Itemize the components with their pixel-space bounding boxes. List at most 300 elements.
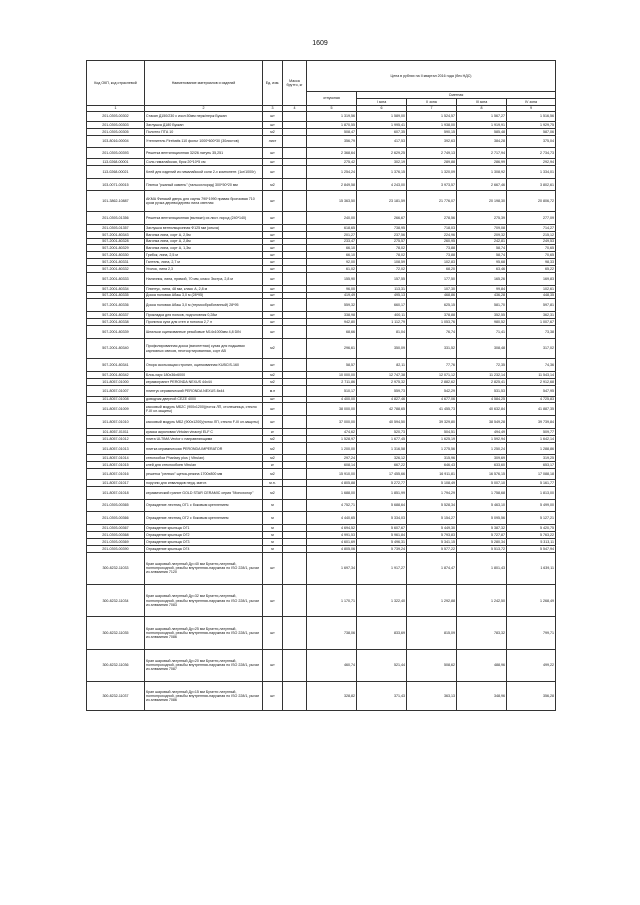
cell-zone-2-price: 1 292,88 — [407, 585, 457, 617]
cell-zone-4-price: 1 334,01 — [507, 165, 556, 178]
table-row — [87, 385, 556, 396]
cell-zone-4-price: 317,02 — [507, 338, 556, 359]
cell-mass — [283, 455, 307, 462]
cell-unit: шт — [263, 292, 283, 299]
cell-mass — [283, 538, 307, 545]
table-row — [87, 435, 556, 442]
cell-zone-3-price: 71,41 — [457, 325, 507, 338]
cell-zone-4-price: 799,71 — [507, 617, 556, 649]
cell-release-price: 2 849,58 — [307, 178, 357, 191]
cell-zone-4-price: 102,61 — [507, 285, 556, 292]
table-row — [87, 231, 556, 238]
header-code: Код ОКП, код отраслевой — [87, 61, 145, 106]
cell-zone-4-price: 5 161,77 — [507, 480, 556, 487]
cell-mass — [283, 525, 307, 532]
cell-zone-2-price: 1 794,29 — [407, 486, 457, 499]
cell-name: Ограждение лестниц ОГ1 с боковым креплением — [145, 499, 263, 512]
col-number: 2 — [145, 106, 263, 112]
cell-zone-3-price: 20 198,30 — [457, 191, 507, 212]
cell-zone-1-price: 1 851,99 — [357, 486, 407, 499]
cell-code: 201-0393-00302 — [87, 112, 145, 122]
cell-release-price: 61,02 — [307, 266, 357, 273]
cell-release-price: 4 991,53 — [307, 532, 357, 539]
cell-mass — [283, 292, 307, 299]
cell-code: 201-0393-01357 — [87, 224, 145, 231]
cell-code: 201-0393-00369 — [87, 538, 145, 545]
cell-zone-1-price: 326,12 — [357, 455, 407, 462]
cell-zone-3-price: 5 280,34 — [457, 538, 507, 545]
table-row — [87, 285, 556, 292]
cell-zone-3-price: 4 584,25 — [457, 396, 507, 403]
cell-release-price: 66,10 — [307, 245, 357, 252]
cell-name: доводчик дверной CEZE 4000 — [145, 396, 263, 403]
cell-zone-2-price: 718,03 — [407, 224, 457, 231]
cell-zone-4-price: 70,65 — [507, 245, 556, 252]
cell-zone-4-price: 5 313,11 — [507, 538, 556, 545]
cell-release-price: 4 601,69 — [307, 538, 357, 545]
cell-zone-1-price: 4 827,46 — [357, 396, 407, 403]
table-row — [87, 212, 556, 225]
table-row — [87, 272, 556, 285]
cell-release-price: 155,90 — [307, 272, 357, 285]
cell-name: Кран шаровый латунный Ду=40 мм Бугатти,латунный, полнопроходной, резьбы внутренняя-наружная по ISO 228/1, рычаг из алюминия 7120 — [145, 552, 263, 584]
cell-name: Заглушка вентиляционная Ф125 мм (ольха) — [145, 224, 263, 231]
cell-zone-4-price: 1 516,56 — [507, 112, 556, 122]
cell-release-price: 2 368,64 — [307, 148, 357, 159]
cell-mass — [283, 135, 307, 148]
cell-unit: лист — [263, 135, 283, 148]
cell-mass — [283, 585, 307, 617]
cell-zone-3-price: 5 095,56 — [457, 512, 507, 525]
cell-zone-3-price: 38 549,28 — [457, 416, 507, 429]
cell-name: клей для стеклообоев Vitrulan — [145, 462, 263, 469]
cell-zone-4-price: 169,83 — [507, 272, 556, 285]
cell-zone-4-price: 17 088,18 — [507, 469, 556, 480]
cell-mass — [283, 442, 307, 455]
cell-unit: м.п. — [263, 480, 283, 487]
cell-zone-2-price: 4 677,06 — [407, 396, 457, 403]
header-zone-4: IV зона — [507, 99, 556, 106]
cell-zone-4-price: 292,94 — [507, 159, 556, 166]
cell-release-price: 460,74 — [307, 649, 357, 681]
cell-zone-1-price: 72,02 — [357, 266, 407, 273]
cell-mass — [283, 338, 307, 359]
cell-zone-1-price: 78,02 — [357, 252, 407, 259]
cell-code: 101-8057-01010 — [87, 416, 145, 429]
cell-release-price: 297,24 — [307, 455, 357, 462]
cell-unit: шт — [263, 649, 283, 681]
cell-zone-2-price: 5 528,34 — [407, 499, 457, 512]
cell-release-price: 1 870,55 — [307, 121, 357, 128]
cell-release-price: 4 440,65 — [307, 512, 357, 525]
cell-code: 101-8057-01009 — [87, 403, 145, 416]
cell-zone-1-price: 17 455,66 — [357, 469, 407, 480]
cell-zone-4-price: 356,28 — [507, 682, 556, 710]
cell-name: решетка "релюкс" щетка-резина 1700х800 мм — [145, 469, 263, 480]
table-row — [87, 292, 556, 299]
cell-zone-2-price: 2 749,13 — [407, 148, 457, 159]
cell-release-price: 510,17 — [307, 385, 357, 396]
cell-unit: шт — [263, 252, 283, 259]
cell-zone-2-price: 625,15 — [407, 299, 457, 312]
cell-name: Ограждение лестниц ОГ2 с боковым креплением — [145, 512, 263, 525]
cell-zone-3-price: 275,39 — [457, 212, 507, 225]
cell-zone-2-price: 646,43 — [407, 462, 457, 469]
cell-unit: м.п — [263, 385, 283, 396]
table-row — [87, 545, 556, 552]
cell-zone-4-price: 1 288,86 — [507, 442, 556, 455]
cell-mass — [283, 259, 307, 266]
cell-code: 101-8057-01008 — [87, 396, 145, 403]
cell-zone-2-price: 12 071,12 — [407, 372, 457, 379]
cell-zone-1-price: 738,95 — [357, 224, 407, 231]
cell-unit: м — [263, 525, 283, 532]
cell-zone-3-price: 5 513,72 — [457, 545, 507, 552]
cell-code: 507-2001-80338 — [87, 319, 145, 326]
cell-release-price: 4 805,06 — [307, 545, 357, 552]
cell-release-price: 474,62 — [307, 428, 357, 435]
cell-name: Галтель, липа, 2,7 м — [145, 259, 263, 266]
cell-unit: м2 — [263, 486, 283, 499]
cell-zone-3-price: 5 387,32 — [457, 525, 507, 532]
table-row — [87, 259, 556, 266]
cell-name: Клей для изделий из гималайской соли 2-х компонент. (1кг/1000г) — [145, 165, 263, 178]
cell-name: Заглушка Д180 Буккан — [145, 121, 263, 128]
cell-zone-1-price: 40 594,50 — [357, 416, 407, 429]
cell-code: 507-2001-80343 — [87, 231, 145, 238]
header-unit: Ед. изм. — [263, 61, 283, 106]
cell-unit: м2 — [263, 338, 283, 359]
cell-zone-4-price: 587,06 — [507, 128, 556, 135]
cell-release-price: 4 400,00 — [307, 396, 357, 403]
cell-zone-1-price: 108,59 — [357, 259, 407, 266]
cell-release-price: 4 694,52 — [307, 525, 357, 532]
cell-unit: шт — [263, 121, 283, 128]
cell-zone-4-price: 362,31 — [507, 312, 556, 319]
cell-name: Ограждение крыльца ОГ4 — [145, 545, 263, 552]
cell-unit: кг — [263, 428, 283, 435]
table-row — [87, 525, 556, 532]
cell-mass — [283, 178, 307, 191]
cell-zone-3-price: 5 007,10 — [457, 480, 507, 487]
cell-unit: шт — [263, 224, 283, 231]
cell-code: 201-0393-01356 — [87, 212, 145, 225]
table-row — [87, 396, 556, 403]
cell-unit: м — [263, 532, 283, 539]
cell-unit: шт — [263, 319, 283, 326]
cell-zone-4-price: 1 929,75 — [507, 121, 556, 128]
cell-name: Соль гималайская, брок 20*10*5 см — [145, 159, 263, 166]
cell-name: Плитка "ржаный камень" (талькохлорид) 300*50*20 мм — [145, 178, 263, 191]
cell-zone-3-price: 95,68 — [457, 259, 507, 266]
header-zone-2: II зона — [407, 99, 457, 106]
cell-zone-3-price: 308,48 — [457, 338, 507, 359]
table-row — [87, 469, 556, 480]
cell-code: 101-8057-01016 — [87, 469, 145, 480]
cell-name: кассовый модуль МБ2 (900х1200)(поток ЛП, стекло F-III кл.защиты) — [145, 416, 263, 429]
cell-name: AKMA Финский дверь для сауны 790*1990 правая бронзовая 710 кром ручка дерево/дерево пила светлая — [145, 191, 263, 212]
cell-zone-4-price: 2 912,68 — [507, 378, 556, 385]
cell-code: 101-8057-01018 — [87, 486, 145, 499]
cell-zone-2-price: 504,51 — [407, 428, 457, 435]
table-row — [87, 538, 556, 545]
cell-release-price: 15 363,50 — [307, 191, 357, 212]
cell-zone-1-price: 275,57 — [357, 238, 407, 245]
cell-mass — [283, 121, 307, 128]
col-number: 6 — [357, 106, 407, 112]
cell-zone-2-price: 278,56 — [407, 212, 457, 225]
cell-release-price: 92,00 — [307, 259, 357, 266]
cell-release-price: 66,10 — [307, 252, 357, 259]
cell-unit: шт — [263, 552, 283, 584]
cell-unit: кг — [263, 462, 283, 469]
cell-zone-2-price: 5 577,22 — [407, 545, 457, 552]
cell-zone-1-price: 157,55 — [357, 272, 407, 285]
cell-name: краска акриловая Virtulan vinacryl ELF C — [145, 428, 263, 435]
cell-zone-2-price: 315,96 — [407, 455, 457, 462]
table-body — [87, 112, 556, 711]
table-row — [87, 416, 556, 429]
cell-zone-4-price: 1 007,67 — [507, 319, 556, 326]
cell-zone-4-price: 215,12 — [507, 231, 556, 238]
col-number: 9 — [507, 106, 556, 112]
cell-zone-2-price: 331,52 — [407, 338, 457, 359]
cell-unit: шт — [263, 359, 283, 372]
cell-zone-1-price: 237,56 — [357, 231, 407, 238]
cell-name: Наличник, липа, прямой, 70 мм, класс Экстра, 2,8 м — [145, 272, 263, 285]
cell-zone-1-price: 302,19 — [357, 159, 407, 166]
cell-zone-1-price: 1 677,45 — [357, 435, 407, 442]
cell-zone-2-price: 76,74 — [407, 325, 457, 338]
table-row — [87, 238, 556, 245]
cell-zone-4-price: 41 887,35 — [507, 403, 556, 416]
cell-name: Кран шаровый латунный Ду=20 мм Бугатти,латунный, полнопроходной, резьбы внутренняя-наружная по ISO 228/1, рычаг из алюминия 7087 — [145, 649, 263, 681]
cell-zone-1-price: 5 961,84 — [357, 532, 407, 539]
cell-name: Вагонка липа, сорт А, 2,8м — [145, 238, 263, 245]
cell-zone-2-price: 73,88 — [407, 245, 457, 252]
cell-zone-1-price: 5 334,03 — [357, 512, 407, 525]
cell-mass — [283, 552, 307, 584]
cell-unit: шт — [263, 191, 283, 212]
cell-unit: м2 — [263, 178, 283, 191]
cell-unit: м — [263, 512, 283, 525]
table-row — [87, 649, 556, 681]
cell-name: Уголок, липа 2,3 — [145, 266, 263, 273]
cell-release-price: 942,80 — [307, 319, 357, 326]
cell-name: Прокладка для полков, подголовник 0,28м — [145, 312, 263, 319]
table-row — [87, 165, 556, 178]
cell-code: 201-0393-00367 — [87, 525, 145, 532]
cell-code: 201-0393-00368 — [87, 532, 145, 539]
cell-unit: шт — [263, 416, 283, 429]
cell-code: 101-8057-01014 — [87, 455, 145, 462]
cell-zone-1-price: 1 112,79 — [357, 319, 407, 326]
cell-zone-1-price: 417,53 — [357, 135, 407, 148]
cell-code: 113-0268-00021 — [87, 165, 145, 178]
col-number: 3 — [263, 106, 283, 112]
cell-unit: шт — [263, 245, 283, 252]
cell-zone-2-price: 39 329,80 — [407, 416, 457, 429]
cell-name: плитка керамическая PERONDA IMPERATOR — [145, 442, 263, 455]
col-number: 7 — [407, 106, 457, 112]
table-row — [87, 178, 556, 191]
cell-unit: шт — [263, 585, 283, 617]
cell-release-price: 10 000,00 — [307, 372, 357, 379]
table-row — [87, 148, 556, 159]
cell-unit: шт — [263, 238, 283, 245]
cell-unit: шт — [263, 231, 283, 238]
cell-zone-4-price: 319,25 — [507, 455, 556, 462]
cell-unit: м — [263, 499, 283, 512]
cell-code: 113-0268-00001 — [87, 159, 145, 166]
cell-unit: шт — [263, 266, 283, 273]
cell-release-price: 1 254,24 — [307, 165, 357, 178]
header-estimate-price: Сметная — [357, 92, 556, 99]
table-row — [87, 462, 556, 469]
cell-mass — [283, 224, 307, 231]
cell-zone-1-price: 371,43 — [357, 682, 407, 710]
table-row — [87, 191, 556, 212]
cell-unit: м2 — [263, 128, 283, 135]
cell-mass — [283, 266, 307, 273]
cell-release-price: 96,00 — [307, 285, 357, 292]
cell-mass — [283, 245, 307, 252]
cell-unit: шт — [263, 165, 283, 178]
cell-zone-4-price: 249,53 — [507, 238, 556, 245]
cell-code: 101-8057-01011 — [87, 428, 145, 435]
cell-zone-2-price: 815,09 — [407, 617, 457, 649]
cell-unit: шт — [263, 285, 283, 292]
cell-unit: шт — [263, 272, 283, 285]
cell-zone-3-price: 436,28 — [457, 292, 507, 299]
cell-zone-2-price: 1 524,57 — [407, 112, 457, 122]
cell-name: Пропитка сухи для стен и потолка 2,7 л — [145, 319, 263, 326]
cell-zone-3-price: 783,32 — [457, 617, 507, 649]
cell-zone-1-price: 400,11 — [357, 312, 407, 319]
table-row — [87, 299, 556, 312]
cell-unit: м2 — [263, 442, 283, 455]
cell-unit: шт — [263, 212, 283, 225]
cell-zone-3-price: 40 632,84 — [457, 403, 507, 416]
cell-unit: шт — [263, 112, 283, 122]
cell-unit: шт — [263, 312, 283, 319]
cell-zone-3-price: 58,74 — [457, 245, 507, 252]
cell-zone-1-price: 1 917,27 — [357, 552, 407, 584]
cell-code: 101-8057-01012 — [87, 435, 145, 442]
cell-zone-1-price: 660,17 — [357, 299, 407, 312]
cell-unit: м2 — [263, 378, 283, 385]
cell-zone-3-price: 488,96 — [457, 649, 507, 681]
col-number: 4 — [283, 106, 307, 112]
cell-zone-2-price: 508,62 — [407, 649, 457, 681]
cell-zone-1-price: 520,73 — [357, 428, 407, 435]
cell-zone-3-price: 348,96 — [457, 682, 507, 710]
cell-zone-3-price: 980,52 — [457, 319, 507, 326]
cell-name: Кран шаровый латунный Ду=25 мм Бугатти,латунный, полнопроходной, резьбы внутренняя-наружная по ISO 228/1, рычаг из алюминия 7086 — [145, 617, 263, 649]
cell-zone-1-price: 1 316,58 — [357, 442, 407, 455]
cell-mass — [283, 165, 307, 178]
cell-code: 507-2001-80330 — [87, 252, 145, 259]
cell-zone-3-price: 5 463,10 — [457, 499, 507, 512]
cell-mass — [283, 299, 307, 312]
table-row — [87, 552, 556, 584]
cell-unit: м2 — [263, 435, 283, 442]
cell-zone-1-price: 4 243,00 — [357, 178, 407, 191]
cell-zone-1-price: 2 975,32 — [357, 378, 407, 385]
cell-mass — [283, 319, 307, 326]
table-row — [87, 617, 556, 649]
cell-zone-2-price: 224,96 — [407, 231, 457, 238]
header-zone-3: III зона — [457, 99, 507, 106]
cell-zone-3-price: 209,32 — [457, 231, 507, 238]
cell-zone-1-price: 82,11 — [357, 359, 407, 372]
cell-zone-1-price: 5 272,77 — [357, 480, 407, 487]
cell-zone-3-price: 1 242,50 — [457, 585, 507, 617]
cell-zone-4-price: 5 499,00 — [507, 499, 556, 512]
cell-name: кассовый модуль МБ2С (900х1200)(поток ЛП, столешница, стекло F-III кл.защиты) — [145, 403, 263, 416]
cell-mass — [283, 486, 307, 499]
table-row — [87, 325, 556, 338]
cell-unit: м2 — [263, 469, 283, 480]
cell-release-price: 58,57 — [307, 359, 357, 372]
cell-release-price: 1 200,00 — [307, 442, 357, 455]
cell-zone-1-price: 495,13 — [357, 292, 407, 299]
cell-zone-3-price: 531,53 — [457, 385, 507, 396]
cell-code: 507-2001-80329 — [87, 245, 145, 252]
cell-zone-4-price: 3 802,61 — [507, 178, 556, 191]
cell-code: 201-0393-00393 — [87, 148, 145, 159]
cell-zone-4-price: 1 268,49 — [507, 585, 556, 617]
cell-mass — [283, 396, 307, 403]
table-row — [87, 455, 556, 462]
cell-mass — [283, 285, 307, 292]
cell-code: 507-2001-80328 — [87, 238, 145, 245]
cell-name: поручни для инвалидов нерд. матот. — [145, 480, 263, 487]
cell-code: 300-8232-11037 — [87, 682, 145, 710]
cell-zone-3-price: 99,84 — [457, 285, 507, 292]
table-row — [87, 480, 556, 487]
cell-zone-3-price: 58,74 — [457, 252, 507, 259]
cell-name: Плинтус, липа, 48 мм, класс А, 2,8 м — [145, 285, 263, 292]
cell-zone-4-price: 1 813,00 — [507, 486, 556, 499]
cell-code: 507-2001-80336 — [87, 299, 145, 312]
cell-zone-2-price: 260,95 — [407, 238, 457, 245]
cell-release-price: 240,00 — [307, 212, 357, 225]
header-zone-1: I зона — [357, 99, 407, 106]
cell-code: 507-2001-80333 — [87, 272, 145, 285]
table-row — [87, 312, 556, 319]
table-row — [87, 112, 556, 122]
cell-zone-3-price: 1 592,94 — [457, 435, 507, 442]
cell-zone-2-price: 77,76 — [407, 359, 457, 372]
cell-zone-1-price: 113,31 — [357, 285, 407, 292]
cell-unit: шт — [263, 325, 283, 338]
cell-zone-4-price: 4 725,83 — [507, 396, 556, 403]
cell-mass — [283, 469, 307, 480]
cell-zone-4-price: 5 547,94 — [507, 545, 556, 552]
cell-release-price: 15 910,00 — [307, 469, 357, 480]
cell-mass — [283, 416, 307, 429]
cell-release-price: 328,82 — [307, 682, 357, 710]
cell-mass — [283, 191, 307, 212]
cell-mass — [283, 231, 307, 238]
cell-zone-4-price: 11 543,14 — [507, 372, 556, 379]
cell-zone-4-price: 714,27 — [507, 224, 556, 231]
cell-code: 507-2001-80339 — [87, 325, 145, 338]
cell-mass — [283, 148, 307, 159]
table-row — [87, 378, 556, 385]
table-row — [87, 128, 556, 135]
